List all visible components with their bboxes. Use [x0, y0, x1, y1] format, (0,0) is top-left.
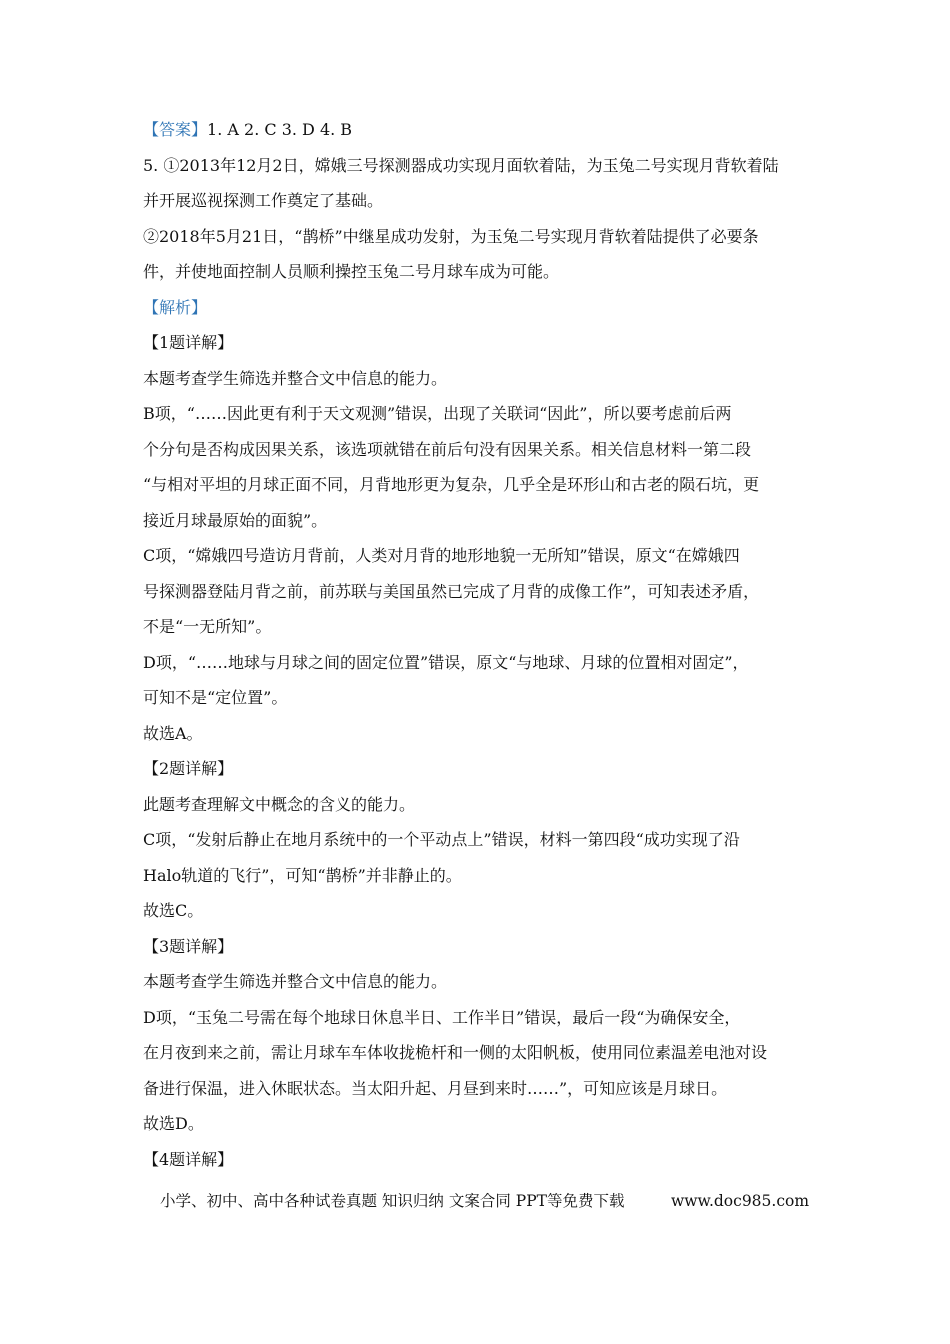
answer-line	[143, 112, 813, 148]
document-body	[143, 112, 813, 1177]
answer-values: 1. A 2. C 3. D 4. B	[207, 120, 353, 139]
q3-line: 在月夜到来之前，需让月球车车体收拢桅杆和一侧的太阳帆板，使用同位素温差电池对设	[143, 1043, 768, 1062]
q5-line: 件，并使地面控制人员顺利操控玉兔二号月球车成为可能。	[143, 262, 560, 281]
q1-line: 本题考查学生筛选并整合文中信息的能力。	[143, 368, 448, 388]
q2-line: 故选C。	[143, 901, 204, 920]
q5-line: 5. ①2013年12月2日，嫦娥三号探测器成功实现月面软着陆，为玉兔二号实现月背软着陆	[143, 155, 779, 175]
q4-heading: 【4题详解】	[143, 1149, 234, 1169]
q1-line: “与相对平坦的月球正面不同，月背地形更为复杂，几乎全是环形山和古老的陨石坑，更	[143, 475, 760, 494]
q1-line: 不是“一无所知”。	[143, 617, 272, 636]
q1-line: B项，“……因此更有利于天文观测”错误，出现了关联词“因此”，所以要考虑前后两	[143, 404, 732, 423]
q3-heading: 【3题详解】	[143, 936, 234, 956]
q3-line: 备进行保温，进入休眠状态。当太阳升起、月昼到来时……”，可知应该是月球日。	[143, 1078, 728, 1098]
q2-line: C项，“发射后静止在地月系统中的一个平动点上”错误，材料一第四段“成功实现了沿	[143, 830, 740, 849]
q5-line: 并开展巡视探测工作奠定了基础。	[143, 191, 384, 210]
q1-line: 个分句是否构成因果关系，该选项就错在前后句没有因果关系。相关信息材料一第二段	[143, 439, 752, 459]
q3-line: D项，“玉兔二号需在每个地球日休息半日、工作半日”错误，最后一段“为确保安全，	[143, 1007, 741, 1027]
q5-line: ②2018年5月21日，“鹊桥”中继星成功发射，为玉兔二号实现月背软着陆提供了必要条	[143, 226, 759, 246]
q1-heading: 【1题详解】	[143, 333, 234, 352]
q3-line: 故选D。	[143, 1114, 204, 1133]
q2-heading: 【2题详解】	[143, 759, 234, 778]
q2-line: 此题考查理解文中概念的含义的能力。	[143, 794, 416, 814]
q1-line: 可知不是“定位置”。	[143, 688, 288, 707]
footer-text: 小学、初中、高中各种试卷真题 知识归纳 文案合同 PPT等免费下载	[160, 1192, 625, 1210]
footer-website-link[interactable]: www.doc985.com	[671, 1192, 810, 1210]
q3-line: 本题考查学生筛选并整合文中信息的能力。	[143, 972, 448, 991]
q1-line: 接近月球最原始的面貌”。	[143, 510, 328, 530]
analysis-label: 【解析】	[143, 297, 208, 317]
q1-line: 号探测器登陆月背之前，前苏联与美国虽然已完成了月背的成像工作”，可知表述矛盾，	[143, 581, 760, 601]
q1-line: C项，“嫦娥四号造访月背前，人类对月背的地形地貌一无所知”错误，原文“在嫦娥四	[143, 546, 740, 565]
answer-label: 【答案】	[143, 120, 208, 139]
q1-line: 故选A。	[143, 723, 203, 743]
q2-line: Halo轨道的飞行”，可知“鹊桥”并非静止的。	[143, 865, 462, 885]
q1-line: D项，“……地球与月球之间的固定位置”错误，原文“与地球、月球的位置相对固定”，	[143, 652, 749, 672]
